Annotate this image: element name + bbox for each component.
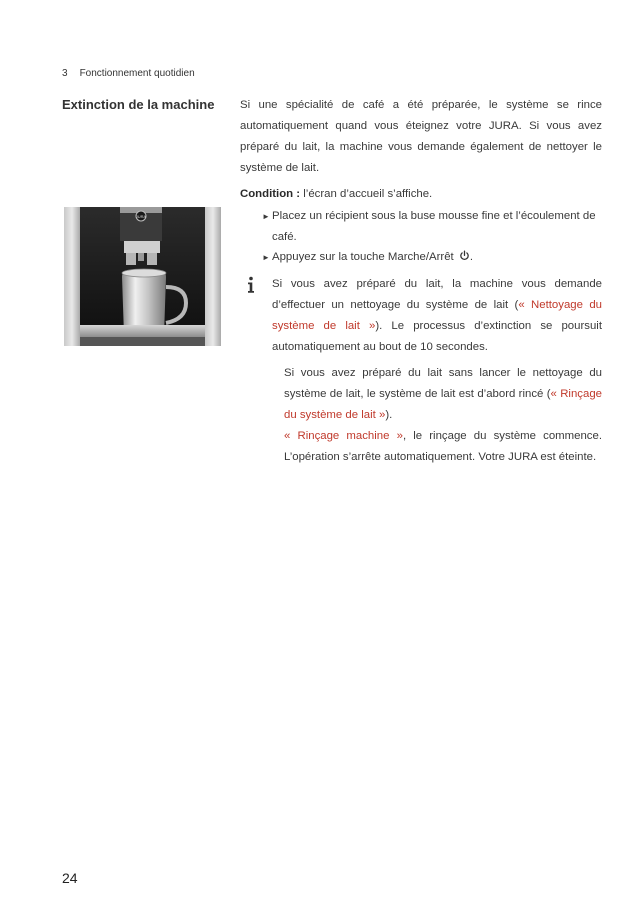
brand-logo: JURA bbox=[135, 214, 147, 219]
condition-label: Condition : bbox=[240, 188, 301, 200]
instruction-step bbox=[262, 247, 602, 268]
note-text: Si vous avez préparé du lait sans lancer le nettoyage du système de lait, le système de lait est d’abord rincé ( bbox=[284, 367, 602, 400]
link-milk-rinse[interactable]: « Rinçage du système de lait » bbox=[284, 388, 602, 421]
chapter-number: 3 bbox=[62, 68, 68, 79]
triangle-right-icon: ► bbox=[262, 253, 270, 262]
page-number: 24 bbox=[62, 870, 78, 886]
running-header bbox=[62, 68, 195, 79]
note-text: , le rinçage du système commence. L’opération s’arrête automatiquement. Votre JURA est éteinte. bbox=[284, 430, 602, 463]
info-text: Si vous avez préparé du lait, la machine vous demande d’effectuer un nettoyage du système de lait ( bbox=[272, 278, 602, 311]
triangle-right-icon: ► bbox=[262, 212, 270, 221]
step-end-period: . bbox=[469, 251, 474, 263]
coffee-machine-photo bbox=[64, 207, 221, 346]
info-text: ). Le processus d’extinction se poursuit automatiquement au bout de 10 secondes. bbox=[272, 320, 602, 353]
info-paragraph bbox=[272, 274, 602, 358]
info-icon bbox=[244, 276, 258, 294]
note-text: ). bbox=[385, 409, 393, 421]
intro-paragraph: Si une spécialité de café a été préparée, le système se rince automatiquement quand vous éteignez votre JURA. Si vous avez préparé du lait, la machine vous demande également de nettoyer le système de lait. bbox=[240, 99, 602, 174]
condition-text: l’écran d’accueil s’affiche. bbox=[300, 188, 433, 200]
condition-line bbox=[240, 184, 602, 205]
power-icon bbox=[459, 250, 470, 261]
instruction-step bbox=[262, 206, 602, 248]
chapter-title: Fonctionnement quotidien bbox=[79, 68, 195, 79]
step-text: Appuyez sur la touche Marche/Arrêt bbox=[272, 251, 454, 263]
step-text: Placez un récipient sous la buse mousse fine et l’écoulement de café. bbox=[272, 210, 596, 243]
section-title: Extinction de la machine bbox=[62, 97, 215, 112]
link-milk-cleaning[interactable]: « Nettoyage du système de lait » bbox=[272, 299, 602, 332]
link-machine-rinse[interactable]: « Rinçage machine » bbox=[284, 430, 403, 442]
note-paragraph bbox=[284, 363, 602, 468]
